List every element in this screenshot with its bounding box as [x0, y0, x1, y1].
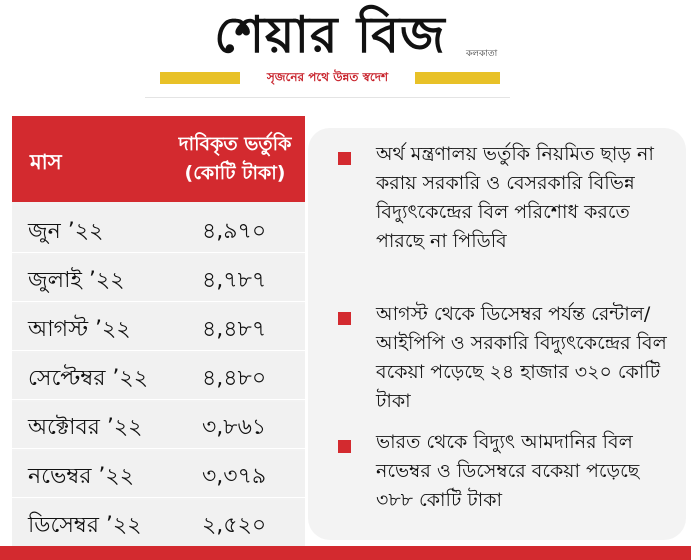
notes-panel — [308, 128, 686, 540]
newspaper-logo: শেয়ার বিজ — [214, 5, 446, 64]
row-value: ৩,৮৬১ — [202, 415, 267, 440]
value-header-line1: দাবিকৃত ভর্তুকি — [178, 133, 292, 155]
row-value: ৪,৪৮০ — [202, 366, 267, 391]
masthead — [0, 0, 691, 100]
note-text: ভারত থেকে বিদ্যুৎ আমদানির বিল নভেম্বর ও ডিসেম্বরে বকেয়া পড়েছে ৩৮৮ কোটি টাকা — [376, 431, 640, 511]
row-value: ৩,৩৭৯ — [202, 464, 267, 489]
square-bullet-icon — [338, 312, 351, 325]
masthead-divider — [145, 97, 510, 98]
bottom-accent-bar — [0, 546, 691, 560]
table-row — [12, 304, 305, 351]
row-value: ৪,৯৭০ — [202, 219, 267, 244]
note-text: অর্থ মন্ত্রণালয় ভর্তুকি নিয়মিত ছাড় না করায় সরকারি ও বেসরকারি বিভিন্ন বিদ্যুৎকেন্দ্রের বিল পরিশোধ করতে পারছে না পিডিবি — [376, 143, 654, 252]
subsidy-table — [12, 116, 305, 538]
row-month: আগস্ট ’২২ — [28, 317, 131, 342]
table-header — [12, 116, 305, 202]
row-month: নভেম্বর ’২২ — [28, 464, 135, 489]
table-row — [12, 500, 305, 547]
table-row — [12, 451, 305, 498]
table-body — [12, 206, 305, 549]
value-header-line2: (কোটি টাকা) — [184, 162, 286, 184]
square-bullet-icon — [338, 152, 351, 165]
row-month: সেপ্টেম্বর ’২২ — [28, 366, 149, 391]
note-text: আগস্ট থেকে ডিসেম্বর পর্যন্ত রেন্টাল/আইপিপি ও সরকারি বিদ্যুৎকেন্দ্রের বিল বকেয়া পড়েছে ২৪ হাজার ৩২০ কোটি টাকা — [376, 303, 667, 412]
row-value: ৪,৭৮৭ — [202, 268, 267, 293]
square-bullet-icon — [338, 440, 351, 453]
row-month: জুন ’২২ — [28, 219, 104, 244]
logo-city-label: কলকাতা — [466, 49, 498, 59]
table-row — [12, 402, 305, 449]
table-row — [12, 206, 305, 253]
row-month: জুলাই ’২২ — [28, 268, 125, 293]
month-column-header: মাস — [30, 150, 62, 174]
tagline: সৃজনের পথে উন্নত স্বদেশ — [240, 69, 415, 86]
row-month: ডিসেম্বর ’২২ — [28, 513, 142, 538]
row-value: ৪,৪৮৭ — [202, 317, 267, 342]
value-column-header — [170, 130, 300, 188]
table-row — [12, 255, 305, 302]
row-month: অক্টোবর ’২২ — [28, 415, 143, 440]
row-value: ২,৫২০ — [202, 513, 267, 538]
table-row — [12, 353, 305, 400]
